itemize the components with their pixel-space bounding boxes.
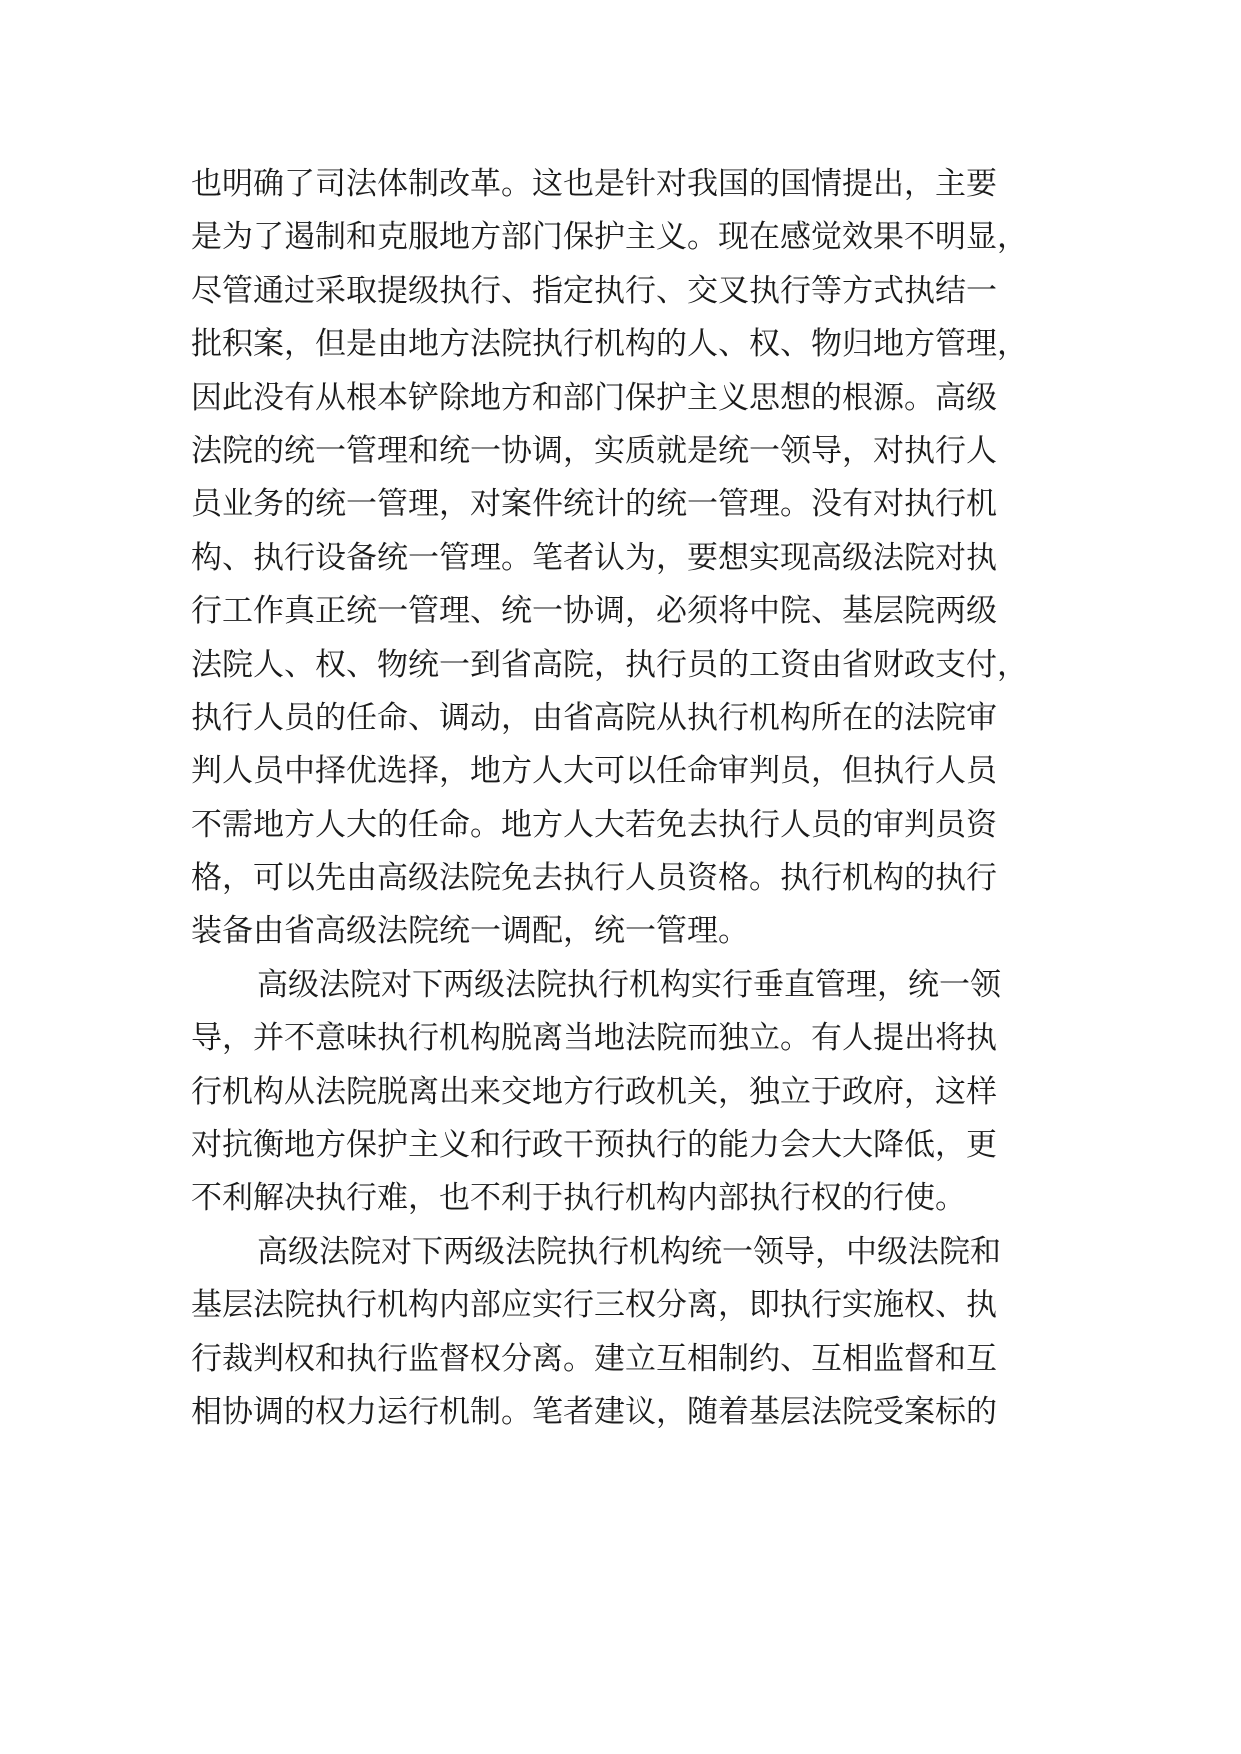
text-line: 法院的统一管理和统一协调，实质就是统一领导，对执行人 [191,432,997,469]
text-line: 是为了遏制和克服地方部门保护主义。现在感觉效果不明显， [191,219,1028,256]
text-line: 法院人、权、物统一到省高院，执行员的工资由省财政支付， [191,646,1028,683]
text-line: 基层法院执行机构内部应实行三权分离，即执行实施权、执 [191,1287,997,1324]
text-line: 导，并不意味执行机构脱离当地法院而独立。有人提出将执 [191,1020,997,1057]
text-line: 构、执行设备统一管理。笔者认为，要想实现高级法院对执 [191,539,997,576]
text-line: 行机构从法院脱离出来交地方行政机关，独立于政府，这样 [191,1073,997,1110]
text-line: 也明确了司法体制改革。这也是针对我国的国情提出，主要 [191,166,997,202]
text-line: 尽管通过采取提级执行、指定执行、交叉执行等方式执结一 [191,272,997,309]
text-line: 因此没有从根本铲除地方和部门保护主义思想的根源。高级 [191,379,997,416]
text-line: 不需地方人大的任命。地方人大若免去执行人员的审判员资 [191,806,997,843]
paragraph-first-line: 高级法院对下两级法院执行机构统一领导，中级法院和 [257,1233,1001,1270]
text-line: 批积案，但是由地方法院执行机构的人、权、物归地方管理， [191,326,1028,363]
body-text [191,158,1091,1439]
text-line: 执行人员的任命、调动，由省高院从执行机构所在的法院审 [191,699,997,736]
text-line: 相协调的权力运行机制。笔者建议，随着基层法院受案标的 [191,1393,997,1430]
text-line: 员业务的统一管理，对案件统计的统一管理。没有对执行机 [191,486,997,523]
text-line: 行裁判权和执行监督权分离。建立互相制约、互相监督和互 [191,1340,997,1377]
text-line: 行工作真正统一管理、统一协调，必须将中院、基层院两级 [191,593,997,630]
text-line: 对抗衡地方保护主义和行政干预执行的能力会大大降低，更 [191,1127,997,1164]
text-line: 不利解决执行难，也不利于执行机构内部执行权的行使。 [191,1180,966,1217]
text-line: 判人员中择优选择，地方人大可以任命审判员，但执行人员 [191,753,997,790]
text-line: 格，可以先由高级法院免去执行人员资格。执行机构的执行 [191,860,997,897]
paragraph-first-line: 高级法院对下两级法院执行机构实行垂直管理，统一领 [257,966,1001,1003]
text-line: 装备由省高级法院统一调配，统一管理。 [191,913,749,950]
